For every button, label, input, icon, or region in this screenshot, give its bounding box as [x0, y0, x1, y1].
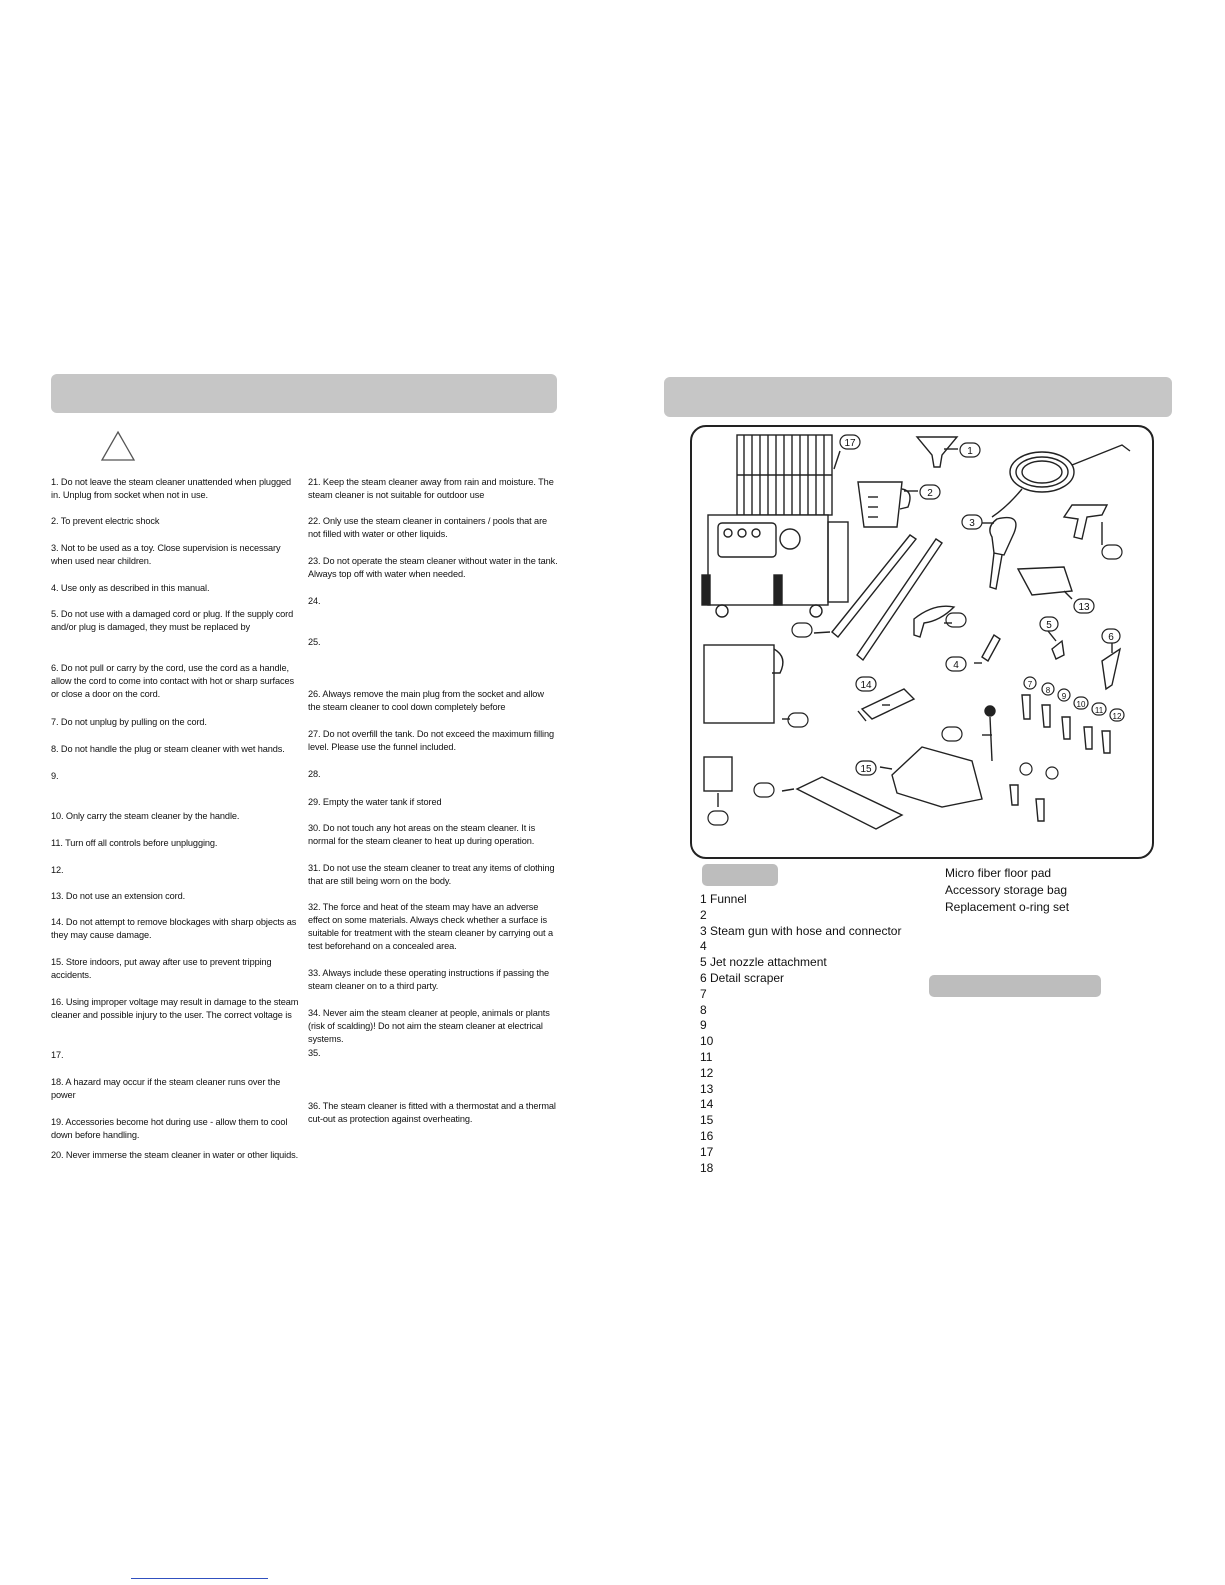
safety-item: 2. To prevent electric shock [51, 516, 160, 526]
warning-icon [100, 430, 136, 462]
safety-item: 6. Do not pull or carry by the cord, use the cord as a handle, allow the cord to come into contact with hot or sharp surfaces or close a door on the cord. [51, 663, 295, 699]
safety-item: 33. Always include these operating instructions if passing the steam cleaner on to a third party. [308, 968, 549, 991]
callout-label: 11 [1094, 706, 1104, 715]
safety-item: 10. Only carry the steam cleaner by the handle. [51, 811, 240, 821]
safety-item: 15. Store indoors, put away after use to prevent tripping accidents. [51, 957, 272, 980]
parts-list-item: 10 [700, 1034, 714, 1049]
safety-item: 31. Do not use the steam cleaner to treat any items of clothing that are still being worn on the body. [308, 863, 555, 886]
footer-link-underline [131, 1578, 268, 1579]
parts-illustration [692, 427, 1152, 857]
parts-list-item: 11 [700, 1049, 713, 1064]
safety-item: 34. Never aim the steam cleaner at people, animals or plants (risk of scalding)! Do not aim the steam cleaner at electrical systems. [308, 1008, 550, 1044]
safety-item: 14. Do not attempt to remove blockages with sharp objects as they may cause damage. [51, 917, 297, 940]
parts-list-item: 2 [700, 907, 707, 922]
parts-list-item: 7 [700, 986, 707, 1001]
parts-list-item: 3 Steam gun with hose and connector [700, 923, 902, 938]
parts-list-item: 8 [700, 1002, 707, 1017]
safety-item: 13. Do not use an extension cord. [51, 891, 186, 901]
safety-item: 22. Only use the steam cleaner in containers / pools that are not filled with water or other liquids. [308, 516, 548, 539]
safety-item: 21. Keep the steam cleaner away from rain and moisture. The steam cleaner is not suitable for outdoor use [308, 477, 554, 500]
safety-item: 8. Do not handle the plug or steam cleaner with wet hands. [51, 744, 285, 754]
safety-item: 24. [308, 596, 321, 606]
parts-list-item: 6 Detail scraper [700, 970, 785, 985]
safety-item: 35. [308, 1048, 321, 1058]
extra-item: Accessory storage bag [945, 883, 1068, 897]
callout-label: 15 [860, 764, 872, 775]
parts-diagram [690, 425, 1154, 859]
safety-item: 23. Do not operate the steam cleaner without water in the tank. Always top off with water when needed. [308, 556, 558, 579]
parts-list-item: 4 [700, 939, 707, 954]
right-section-header [664, 377, 1172, 417]
safety-item: 4. Use only as described in this manual. [51, 583, 210, 593]
safety-item: 36. The steam cleaner is fitted with a thermostat and a thermal cut-out as protection against overheating. [308, 1101, 556, 1124]
safety-item: 16. Using improper voltage may result in damage to the steam cleaner and possible injury to the user. The correct voltage is [51, 997, 299, 1020]
callout-label: 4 [953, 660, 959, 671]
parts-list-item: 13 [700, 1081, 714, 1096]
parts-list-item: 1 Funnel [700, 892, 747, 906]
parts-list [700, 892, 901, 1176]
safety-item: 28. [308, 769, 321, 779]
callout-label: 6 [1108, 632, 1114, 643]
parts-list-item: 17 [700, 1144, 714, 1159]
callout-label: 17 [844, 438, 856, 449]
safety-item: 26. Always remove the main plug from the socket and allow the steam cleaner to cool down completely before [308, 689, 544, 712]
safety-item: 17. [51, 1050, 64, 1060]
safety-item: 18. A hazard may occur if the steam cleaner runs over the power [51, 1077, 281, 1100]
safety-item: 11. Turn off all controls before unplugging. [51, 838, 218, 848]
extra-item: Micro fiber floor pad [945, 866, 1052, 880]
parts-list-item: 14 [700, 1097, 714, 1112]
callout-label: 7 [1027, 680, 1033, 689]
callout-label: 8 [1045, 686, 1051, 695]
callout-label: 14 [860, 680, 872, 691]
callout-label: 10 [1076, 700, 1086, 709]
safety-item: 20. Never immerse the steam cleaner in water or other liquids. [51, 1150, 299, 1160]
callout-label: 13 [1078, 602, 1090, 613]
safety-item: 29. Empty the water tank if stored [308, 797, 442, 807]
safety-item: 30. Do not touch any hot areas on the steam cleaner. It is normal for the steam cleaner to heat up during operation. [308, 823, 536, 846]
safety-item: 7. Do not unplug by pulling on the cord. [51, 717, 207, 727]
parts-list-item: 12 [700, 1065, 714, 1080]
parts-list-item: 5 Jet nozzle attachment [700, 955, 827, 970]
parts-list-item: 15 [700, 1113, 714, 1128]
steam-cleaner-machine [702, 435, 848, 617]
safety-item: 5. Do not use with a damaged cord or plug. If the supply cord and/or plug is damaged, they must be replaced by [51, 609, 294, 632]
callout-label: 12 [1112, 712, 1122, 721]
safety-item: 12. [51, 865, 64, 875]
parts-list-item: 18 [700, 1160, 714, 1175]
safety-item: 19. Accessories become hot during use - allow them to cool down before handling. [51, 1117, 288, 1140]
safety-item: 9. [51, 771, 59, 781]
secondary-heading-chip [929, 975, 1101, 997]
extra-accessories-list [945, 865, 1069, 916]
extra-item: Replacement o-ring set [945, 900, 1070, 914]
left-section-header [51, 374, 557, 413]
callout-label: 1 [967, 446, 973, 457]
safety-item: 1. Do not leave the steam cleaner unattended when plugged in. Unplug from socket when not in use. [51, 477, 291, 500]
safety-item: 3. Not to be used as a toy. Close supervision is necessary when used near children. [51, 543, 281, 566]
parts-list-item: 9 [700, 1018, 707, 1033]
safety-item: 27. Do not overfill the tank. Do not exceed the maximum filling level. Please use the funnel included. [308, 729, 554, 752]
contents-heading-chip [702, 864, 778, 886]
parts-list-item: 16 [700, 1128, 714, 1143]
callout-label: 9 [1061, 692, 1067, 701]
safety-item: 25. [308, 637, 321, 647]
safety-item: 32. The force and heat of the steam may have an adverse effect on some materials. Always check whether a surface is suitable for treatment with the steam cleaner by carrying out a test beforehand on a concealed area. [308, 902, 553, 951]
callout-label: 2 [927, 488, 933, 499]
callout-label: 3 [969, 518, 975, 529]
callout-label: 5 [1046, 620, 1052, 631]
